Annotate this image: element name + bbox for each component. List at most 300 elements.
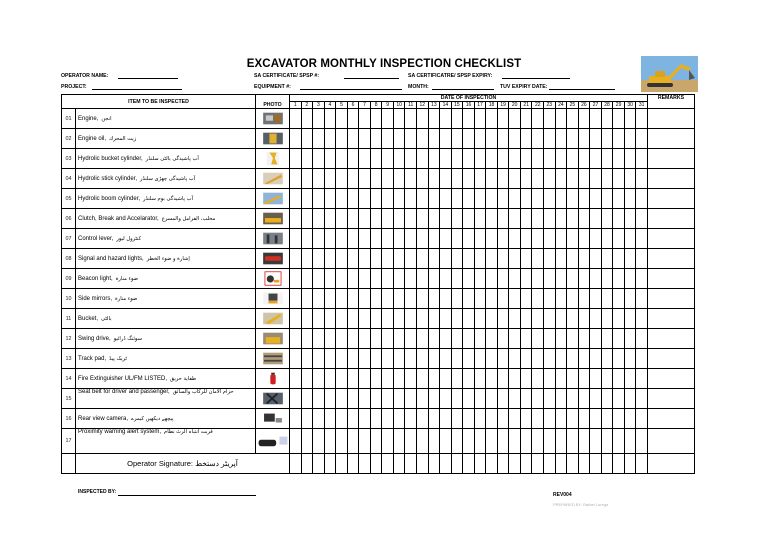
check-cell[interactable]	[359, 109, 371, 129]
check-cell[interactable]	[370, 269, 382, 289]
signature-cell[interactable]	[601, 454, 613, 474]
check-cell[interactable]	[393, 209, 405, 229]
inspected-by-line[interactable]	[118, 495, 256, 496]
check-cell[interactable]	[578, 289, 590, 309]
check-cell[interactable]	[405, 429, 417, 454]
check-cell[interactable]	[474, 429, 486, 454]
check-cell[interactable]	[636, 249, 648, 269]
check-cell[interactable]	[336, 329, 348, 349]
check-cell[interactable]	[451, 429, 463, 454]
check-cell[interactable]	[601, 109, 613, 129]
check-cell[interactable]	[463, 269, 475, 289]
check-cell[interactable]	[301, 169, 313, 189]
check-cell[interactable]	[509, 189, 521, 209]
check-cell[interactable]	[590, 349, 602, 369]
check-cell[interactable]	[440, 209, 452, 229]
check-cell[interactable]	[624, 209, 636, 229]
check-cell[interactable]	[544, 329, 556, 349]
check-cell[interactable]	[336, 309, 348, 329]
check-cell[interactable]	[382, 149, 394, 169]
check-cell[interactable]	[417, 249, 429, 269]
check-cell[interactable]	[313, 129, 325, 149]
check-cell[interactable]	[601, 429, 613, 454]
check-cell[interactable]	[544, 409, 556, 429]
check-cell[interactable]	[486, 189, 498, 209]
check-cell[interactable]	[532, 209, 544, 229]
check-cell[interactable]	[324, 309, 336, 329]
check-cell[interactable]	[428, 409, 440, 429]
check-cell[interactable]	[347, 369, 359, 389]
check-cell[interactable]	[636, 349, 648, 369]
check-cell[interactable]	[290, 329, 302, 349]
check-cell[interactable]	[636, 149, 648, 169]
check-cell[interactable]	[359, 229, 371, 249]
check-cell[interactable]	[509, 109, 521, 129]
check-cell[interactable]	[509, 309, 521, 329]
check-cell[interactable]	[324, 169, 336, 189]
check-cell[interactable]	[393, 189, 405, 209]
check-cell[interactable]	[590, 229, 602, 249]
check-cell[interactable]	[567, 289, 579, 309]
check-cell[interactable]	[393, 249, 405, 269]
check-cell[interactable]	[301, 369, 313, 389]
check-cell[interactable]	[347, 229, 359, 249]
check-cell[interactable]	[313, 369, 325, 389]
project-line[interactable]	[92, 89, 182, 90]
check-cell[interactable]	[417, 209, 429, 229]
check-cell[interactable]	[578, 209, 590, 229]
check-cell[interactable]	[578, 409, 590, 429]
check-cell[interactable]	[290, 349, 302, 369]
check-cell[interactable]	[497, 309, 509, 329]
check-cell[interactable]	[417, 189, 429, 209]
check-cell[interactable]	[393, 169, 405, 189]
check-cell[interactable]	[370, 309, 382, 329]
check-cell[interactable]	[370, 289, 382, 309]
check-cell[interactable]	[417, 229, 429, 249]
remarks-cell[interactable]	[647, 209, 694, 229]
check-cell[interactable]	[624, 429, 636, 454]
check-cell[interactable]	[486, 169, 498, 189]
check-cell[interactable]	[613, 109, 625, 129]
check-cell[interactable]	[590, 209, 602, 229]
check-cell[interactable]	[624, 329, 636, 349]
check-cell[interactable]	[451, 249, 463, 269]
check-cell[interactable]	[544, 149, 556, 169]
check-cell[interactable]	[474, 129, 486, 149]
check-cell[interactable]	[359, 289, 371, 309]
signature-cell[interactable]	[440, 454, 452, 474]
check-cell[interactable]	[405, 369, 417, 389]
check-cell[interactable]	[578, 369, 590, 389]
check-cell[interactable]	[474, 229, 486, 249]
check-cell[interactable]	[520, 249, 532, 269]
check-cell[interactable]	[520, 429, 532, 454]
check-cell[interactable]	[440, 309, 452, 329]
check-cell[interactable]	[613, 409, 625, 429]
check-cell[interactable]	[393, 109, 405, 129]
check-cell[interactable]	[301, 269, 313, 289]
check-cell[interactable]	[440, 249, 452, 269]
signature-cell[interactable]	[636, 454, 648, 474]
signature-cell[interactable]	[451, 454, 463, 474]
check-cell[interactable]	[313, 429, 325, 454]
signature-cell[interactable]	[393, 454, 405, 474]
check-cell[interactable]	[290, 129, 302, 149]
check-cell[interactable]	[624, 109, 636, 129]
check-cell[interactable]	[451, 329, 463, 349]
check-cell[interactable]	[382, 209, 394, 229]
check-cell[interactable]	[601, 289, 613, 309]
check-cell[interactable]	[509, 389, 521, 409]
check-cell[interactable]	[451, 389, 463, 409]
check-cell[interactable]	[290, 269, 302, 289]
check-cell[interactable]	[301, 389, 313, 409]
check-cell[interactable]	[509, 369, 521, 389]
check-cell[interactable]	[336, 229, 348, 249]
check-cell[interactable]	[555, 109, 567, 129]
check-cell[interactable]	[324, 289, 336, 309]
check-cell[interactable]	[382, 429, 394, 454]
check-cell[interactable]	[393, 309, 405, 329]
check-cell[interactable]	[301, 209, 313, 229]
check-cell[interactable]	[428, 349, 440, 369]
remarks-cell[interactable]	[647, 389, 694, 409]
check-cell[interactable]	[555, 129, 567, 149]
check-cell[interactable]	[544, 189, 556, 209]
check-cell[interactable]	[509, 429, 521, 454]
check-cell[interactable]	[336, 349, 348, 369]
check-cell[interactable]	[544, 369, 556, 389]
check-cell[interactable]	[336, 149, 348, 169]
check-cell[interactable]	[578, 329, 590, 349]
check-cell[interactable]	[428, 269, 440, 289]
check-cell[interactable]	[520, 109, 532, 129]
check-cell[interactable]	[463, 109, 475, 129]
check-cell[interactable]	[370, 229, 382, 249]
check-cell[interactable]	[636, 169, 648, 189]
check-cell[interactable]	[301, 429, 313, 454]
check-cell[interactable]	[567, 409, 579, 429]
check-cell[interactable]	[532, 429, 544, 454]
check-cell[interactable]	[382, 329, 394, 349]
check-cell[interactable]	[382, 189, 394, 209]
check-cell[interactable]	[301, 249, 313, 269]
signature-cell[interactable]	[497, 454, 509, 474]
check-cell[interactable]	[590, 369, 602, 389]
check-cell[interactable]	[405, 129, 417, 149]
check-cell[interactable]	[601, 369, 613, 389]
check-cell[interactable]	[417, 149, 429, 169]
check-cell[interactable]	[555, 369, 567, 389]
check-cell[interactable]	[486, 409, 498, 429]
check-cell[interactable]	[428, 289, 440, 309]
check-cell[interactable]	[544, 289, 556, 309]
check-cell[interactable]	[532, 389, 544, 409]
check-cell[interactable]	[290, 109, 302, 129]
signature-cell[interactable]	[405, 454, 417, 474]
check-cell[interactable]	[313, 349, 325, 369]
check-cell[interactable]	[636, 429, 648, 454]
check-cell[interactable]	[520, 369, 532, 389]
check-cell[interactable]	[636, 189, 648, 209]
check-cell[interactable]	[624, 309, 636, 329]
check-cell[interactable]	[324, 429, 336, 454]
check-cell[interactable]	[370, 409, 382, 429]
check-cell[interactable]	[301, 349, 313, 369]
check-cell[interactable]	[590, 409, 602, 429]
check-cell[interactable]	[601, 169, 613, 189]
signature-cell[interactable]	[417, 454, 429, 474]
check-cell[interactable]	[405, 409, 417, 429]
check-cell[interactable]	[555, 209, 567, 229]
check-cell[interactable]	[613, 309, 625, 329]
check-cell[interactable]	[313, 249, 325, 269]
check-cell[interactable]	[532, 109, 544, 129]
signature-cell[interactable]	[428, 454, 440, 474]
check-cell[interactable]	[313, 289, 325, 309]
check-cell[interactable]	[359, 309, 371, 329]
check-cell[interactable]	[347, 329, 359, 349]
check-cell[interactable]	[532, 409, 544, 429]
signature-cell[interactable]	[347, 454, 359, 474]
check-cell[interactable]	[382, 169, 394, 189]
check-cell[interactable]	[520, 389, 532, 409]
check-cell[interactable]	[347, 389, 359, 409]
check-cell[interactable]	[474, 409, 486, 429]
check-cell[interactable]	[520, 169, 532, 189]
check-cell[interactable]	[636, 129, 648, 149]
check-cell[interactable]	[544, 129, 556, 149]
remarks-cell[interactable]	[647, 289, 694, 309]
check-cell[interactable]	[486, 209, 498, 229]
check-cell[interactable]	[405, 349, 417, 369]
check-cell[interactable]	[555, 349, 567, 369]
check-cell[interactable]	[382, 289, 394, 309]
check-cell[interactable]	[440, 169, 452, 189]
check-cell[interactable]	[532, 309, 544, 329]
check-cell[interactable]	[624, 189, 636, 209]
remarks-cell[interactable]	[647, 169, 694, 189]
sa-certificate-line[interactable]	[344, 78, 399, 79]
check-cell[interactable]	[497, 209, 509, 229]
check-cell[interactable]	[578, 269, 590, 289]
signature-cell[interactable]	[578, 454, 590, 474]
check-cell[interactable]	[393, 269, 405, 289]
check-cell[interactable]	[590, 389, 602, 409]
check-cell[interactable]	[417, 409, 429, 429]
check-cell[interactable]	[497, 189, 509, 209]
check-cell[interactable]	[463, 149, 475, 169]
check-cell[interactable]	[601, 409, 613, 429]
check-cell[interactable]	[567, 229, 579, 249]
check-cell[interactable]	[370, 129, 382, 149]
check-cell[interactable]	[544, 429, 556, 454]
check-cell[interactable]	[555, 289, 567, 309]
operator-name-line[interactable]	[118, 78, 178, 79]
check-cell[interactable]	[613, 209, 625, 229]
check-cell[interactable]	[578, 109, 590, 129]
check-cell[interactable]	[497, 409, 509, 429]
check-cell[interactable]	[428, 209, 440, 229]
check-cell[interactable]	[301, 229, 313, 249]
check-cell[interactable]	[336, 249, 348, 269]
check-cell[interactable]	[359, 209, 371, 229]
check-cell[interactable]	[624, 269, 636, 289]
check-cell[interactable]	[451, 289, 463, 309]
check-cell[interactable]	[520, 189, 532, 209]
check-cell[interactable]	[370, 429, 382, 454]
sa-expiry-line[interactable]	[502, 78, 570, 79]
check-cell[interactable]	[613, 169, 625, 189]
check-cell[interactable]	[405, 209, 417, 229]
check-cell[interactable]	[347, 269, 359, 289]
check-cell[interactable]	[590, 189, 602, 209]
check-cell[interactable]	[486, 389, 498, 409]
check-cell[interactable]	[451, 409, 463, 429]
check-cell[interactable]	[624, 229, 636, 249]
check-cell[interactable]	[497, 429, 509, 454]
check-cell[interactable]	[393, 149, 405, 169]
check-cell[interactable]	[636, 229, 648, 249]
check-cell[interactable]	[451, 269, 463, 289]
check-cell[interactable]	[336, 369, 348, 389]
check-cell[interactable]	[613, 249, 625, 269]
check-cell[interactable]	[601, 209, 613, 229]
check-cell[interactable]	[301, 409, 313, 429]
check-cell[interactable]	[613, 429, 625, 454]
check-cell[interactable]	[578, 229, 590, 249]
check-cell[interactable]	[290, 209, 302, 229]
check-cell[interactable]	[567, 349, 579, 369]
check-cell[interactable]	[497, 109, 509, 129]
check-cell[interactable]	[382, 109, 394, 129]
check-cell[interactable]	[463, 249, 475, 269]
signature-cell[interactable]	[370, 454, 382, 474]
check-cell[interactable]	[428, 109, 440, 129]
check-cell[interactable]	[463, 289, 475, 309]
check-cell[interactable]	[474, 309, 486, 329]
check-cell[interactable]	[451, 129, 463, 149]
check-cell[interactable]	[555, 329, 567, 349]
remarks-cell[interactable]	[647, 369, 694, 389]
check-cell[interactable]	[313, 189, 325, 209]
check-cell[interactable]	[555, 389, 567, 409]
check-cell[interactable]	[497, 169, 509, 189]
check-cell[interactable]	[463, 349, 475, 369]
check-cell[interactable]	[544, 349, 556, 369]
check-cell[interactable]	[347, 309, 359, 329]
check-cell[interactable]	[578, 429, 590, 454]
check-cell[interactable]	[382, 309, 394, 329]
check-cell[interactable]	[486, 109, 498, 129]
check-cell[interactable]	[520, 129, 532, 149]
check-cell[interactable]	[313, 409, 325, 429]
check-cell[interactable]	[486, 289, 498, 309]
check-cell[interactable]	[428, 189, 440, 209]
check-cell[interactable]	[347, 169, 359, 189]
check-cell[interactable]	[440, 329, 452, 349]
check-cell[interactable]	[474, 109, 486, 129]
check-cell[interactable]	[636, 329, 648, 349]
check-cell[interactable]	[463, 329, 475, 349]
check-cell[interactable]	[393, 229, 405, 249]
signature-cell[interactable]	[301, 454, 313, 474]
signature-cell[interactable]	[324, 454, 336, 474]
check-cell[interactable]	[578, 309, 590, 329]
check-cell[interactable]	[336, 269, 348, 289]
check-cell[interactable]	[290, 289, 302, 309]
check-cell[interactable]	[347, 349, 359, 369]
check-cell[interactable]	[359, 389, 371, 409]
check-cell[interactable]	[451, 189, 463, 209]
check-cell[interactable]	[428, 369, 440, 389]
check-cell[interactable]	[520, 309, 532, 329]
check-cell[interactable]	[544, 389, 556, 409]
check-cell[interactable]	[440, 149, 452, 169]
check-cell[interactable]	[636, 309, 648, 329]
check-cell[interactable]	[613, 129, 625, 149]
check-cell[interactable]	[405, 309, 417, 329]
check-cell[interactable]	[555, 229, 567, 249]
check-cell[interactable]	[463, 309, 475, 329]
check-cell[interactable]	[290, 189, 302, 209]
check-cell[interactable]	[313, 329, 325, 349]
check-cell[interactable]	[428, 149, 440, 169]
check-cell[interactable]	[440, 369, 452, 389]
signature-cell[interactable]	[382, 454, 394, 474]
check-cell[interactable]	[555, 249, 567, 269]
check-cell[interactable]	[370, 169, 382, 189]
check-cell[interactable]	[290, 369, 302, 389]
check-cell[interactable]	[336, 289, 348, 309]
check-cell[interactable]	[601, 229, 613, 249]
check-cell[interactable]	[417, 109, 429, 129]
check-cell[interactable]	[417, 389, 429, 409]
check-cell[interactable]	[497, 129, 509, 149]
check-cell[interactable]	[497, 149, 509, 169]
check-cell[interactable]	[324, 269, 336, 289]
check-cell[interactable]	[578, 389, 590, 409]
check-cell[interactable]	[509, 349, 521, 369]
check-cell[interactable]	[567, 269, 579, 289]
check-cell[interactable]	[417, 429, 429, 454]
check-cell[interactable]	[474, 289, 486, 309]
check-cell[interactable]	[578, 169, 590, 189]
check-cell[interactable]	[520, 209, 532, 229]
remarks-cell[interactable]	[647, 409, 694, 429]
check-cell[interactable]	[578, 349, 590, 369]
check-cell[interactable]	[613, 329, 625, 349]
remarks-cell[interactable]	[647, 189, 694, 209]
check-cell[interactable]	[440, 349, 452, 369]
check-cell[interactable]	[601, 189, 613, 209]
check-cell[interactable]	[578, 189, 590, 209]
signature-cell[interactable]	[567, 454, 579, 474]
check-cell[interactable]	[324, 129, 336, 149]
check-cell[interactable]	[474, 329, 486, 349]
check-cell[interactable]	[463, 209, 475, 229]
check-cell[interactable]	[509, 409, 521, 429]
check-cell[interactable]	[578, 249, 590, 269]
check-cell[interactable]	[474, 269, 486, 289]
check-cell[interactable]	[370, 109, 382, 129]
check-cell[interactable]	[417, 349, 429, 369]
check-cell[interactable]	[613, 349, 625, 369]
check-cell[interactable]	[405, 249, 417, 269]
check-cell[interactable]	[520, 229, 532, 249]
check-cell[interactable]	[370, 209, 382, 229]
